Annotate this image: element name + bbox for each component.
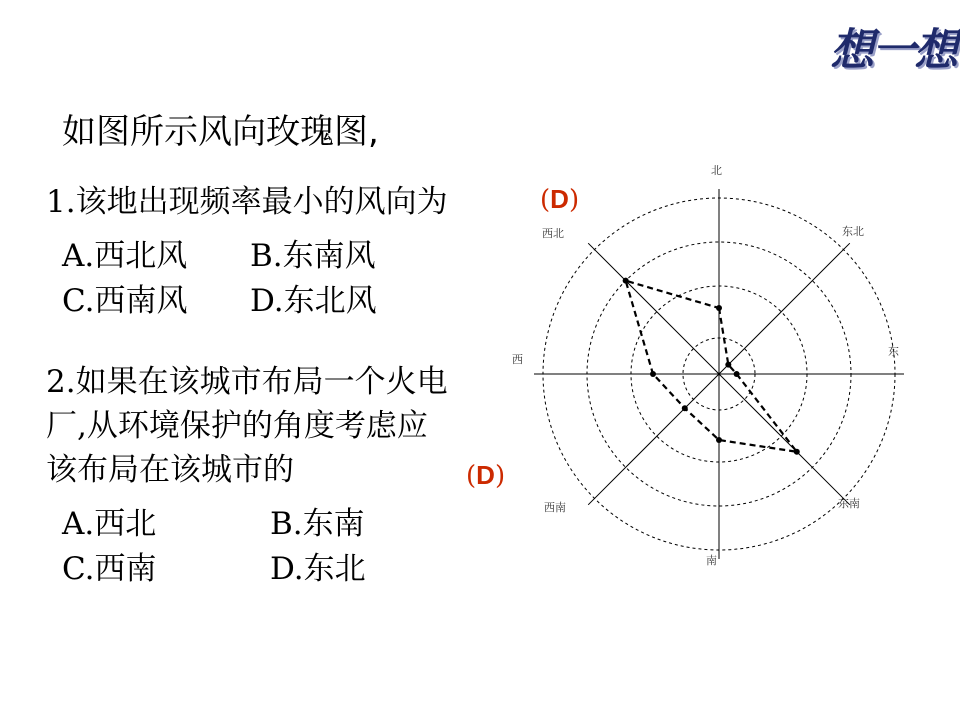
frequency-point-ne bbox=[725, 362, 731, 368]
frequency-point-nw bbox=[623, 278, 629, 284]
direction-labels bbox=[512, 164, 899, 567]
frequency-point-e bbox=[734, 371, 740, 377]
q1-answer-letter: D bbox=[550, 184, 569, 214]
direction-label-se: 东南 bbox=[838, 497, 860, 510]
frequency-point-s bbox=[716, 437, 722, 443]
q2-line-2: 厂,从环境保护的角度考虑应 bbox=[46, 408, 428, 444]
direction-label-e: 东 bbox=[888, 345, 899, 358]
q2-option-b: B.东南 bbox=[270, 506, 365, 542]
direction-label-sw: 西南 bbox=[544, 501, 566, 514]
intro-text: 如图所示风向玫瑰图, bbox=[62, 112, 379, 152]
wind-rose-diagram bbox=[512, 158, 920, 578]
direction-label-ne: 东北 bbox=[842, 225, 864, 238]
q1-answer: (D) bbox=[540, 184, 580, 215]
q1-option-c: C.西南风 bbox=[62, 283, 188, 319]
q2-option-c: C.西南 bbox=[62, 551, 157, 587]
q2-line-3: 该布局在该城市的 bbox=[46, 452, 294, 488]
frequency-point-w bbox=[650, 371, 656, 377]
direction-label-n: 北 bbox=[711, 164, 722, 177]
q2-option-a: A.西北 bbox=[62, 506, 157, 542]
corner-title: 想一想 bbox=[830, 25, 956, 76]
q2-line-1: 2.如果在该城市布局一个火电 bbox=[46, 364, 448, 400]
q1-option-d: D.东北风 bbox=[250, 283, 377, 319]
q2-answer: (D) bbox=[466, 460, 506, 491]
direction-label-nw: 西北 bbox=[542, 227, 564, 240]
q1-option-b: B.东南风 bbox=[250, 238, 376, 274]
frequency-point-sw bbox=[682, 405, 688, 411]
direction-label-s: 南 bbox=[706, 554, 717, 567]
q1-option-a: A.西北风 bbox=[62, 238, 188, 274]
direction-label-w: 西 bbox=[512, 353, 523, 366]
q2-answer-letter: D bbox=[476, 460, 495, 490]
q2-option-d: D.东北 bbox=[270, 551, 366, 587]
frequency-point-n bbox=[716, 305, 722, 311]
frequency-point-se bbox=[794, 449, 800, 455]
q1-stem: 1.该地出现频率最小的风向为 bbox=[46, 184, 448, 220]
